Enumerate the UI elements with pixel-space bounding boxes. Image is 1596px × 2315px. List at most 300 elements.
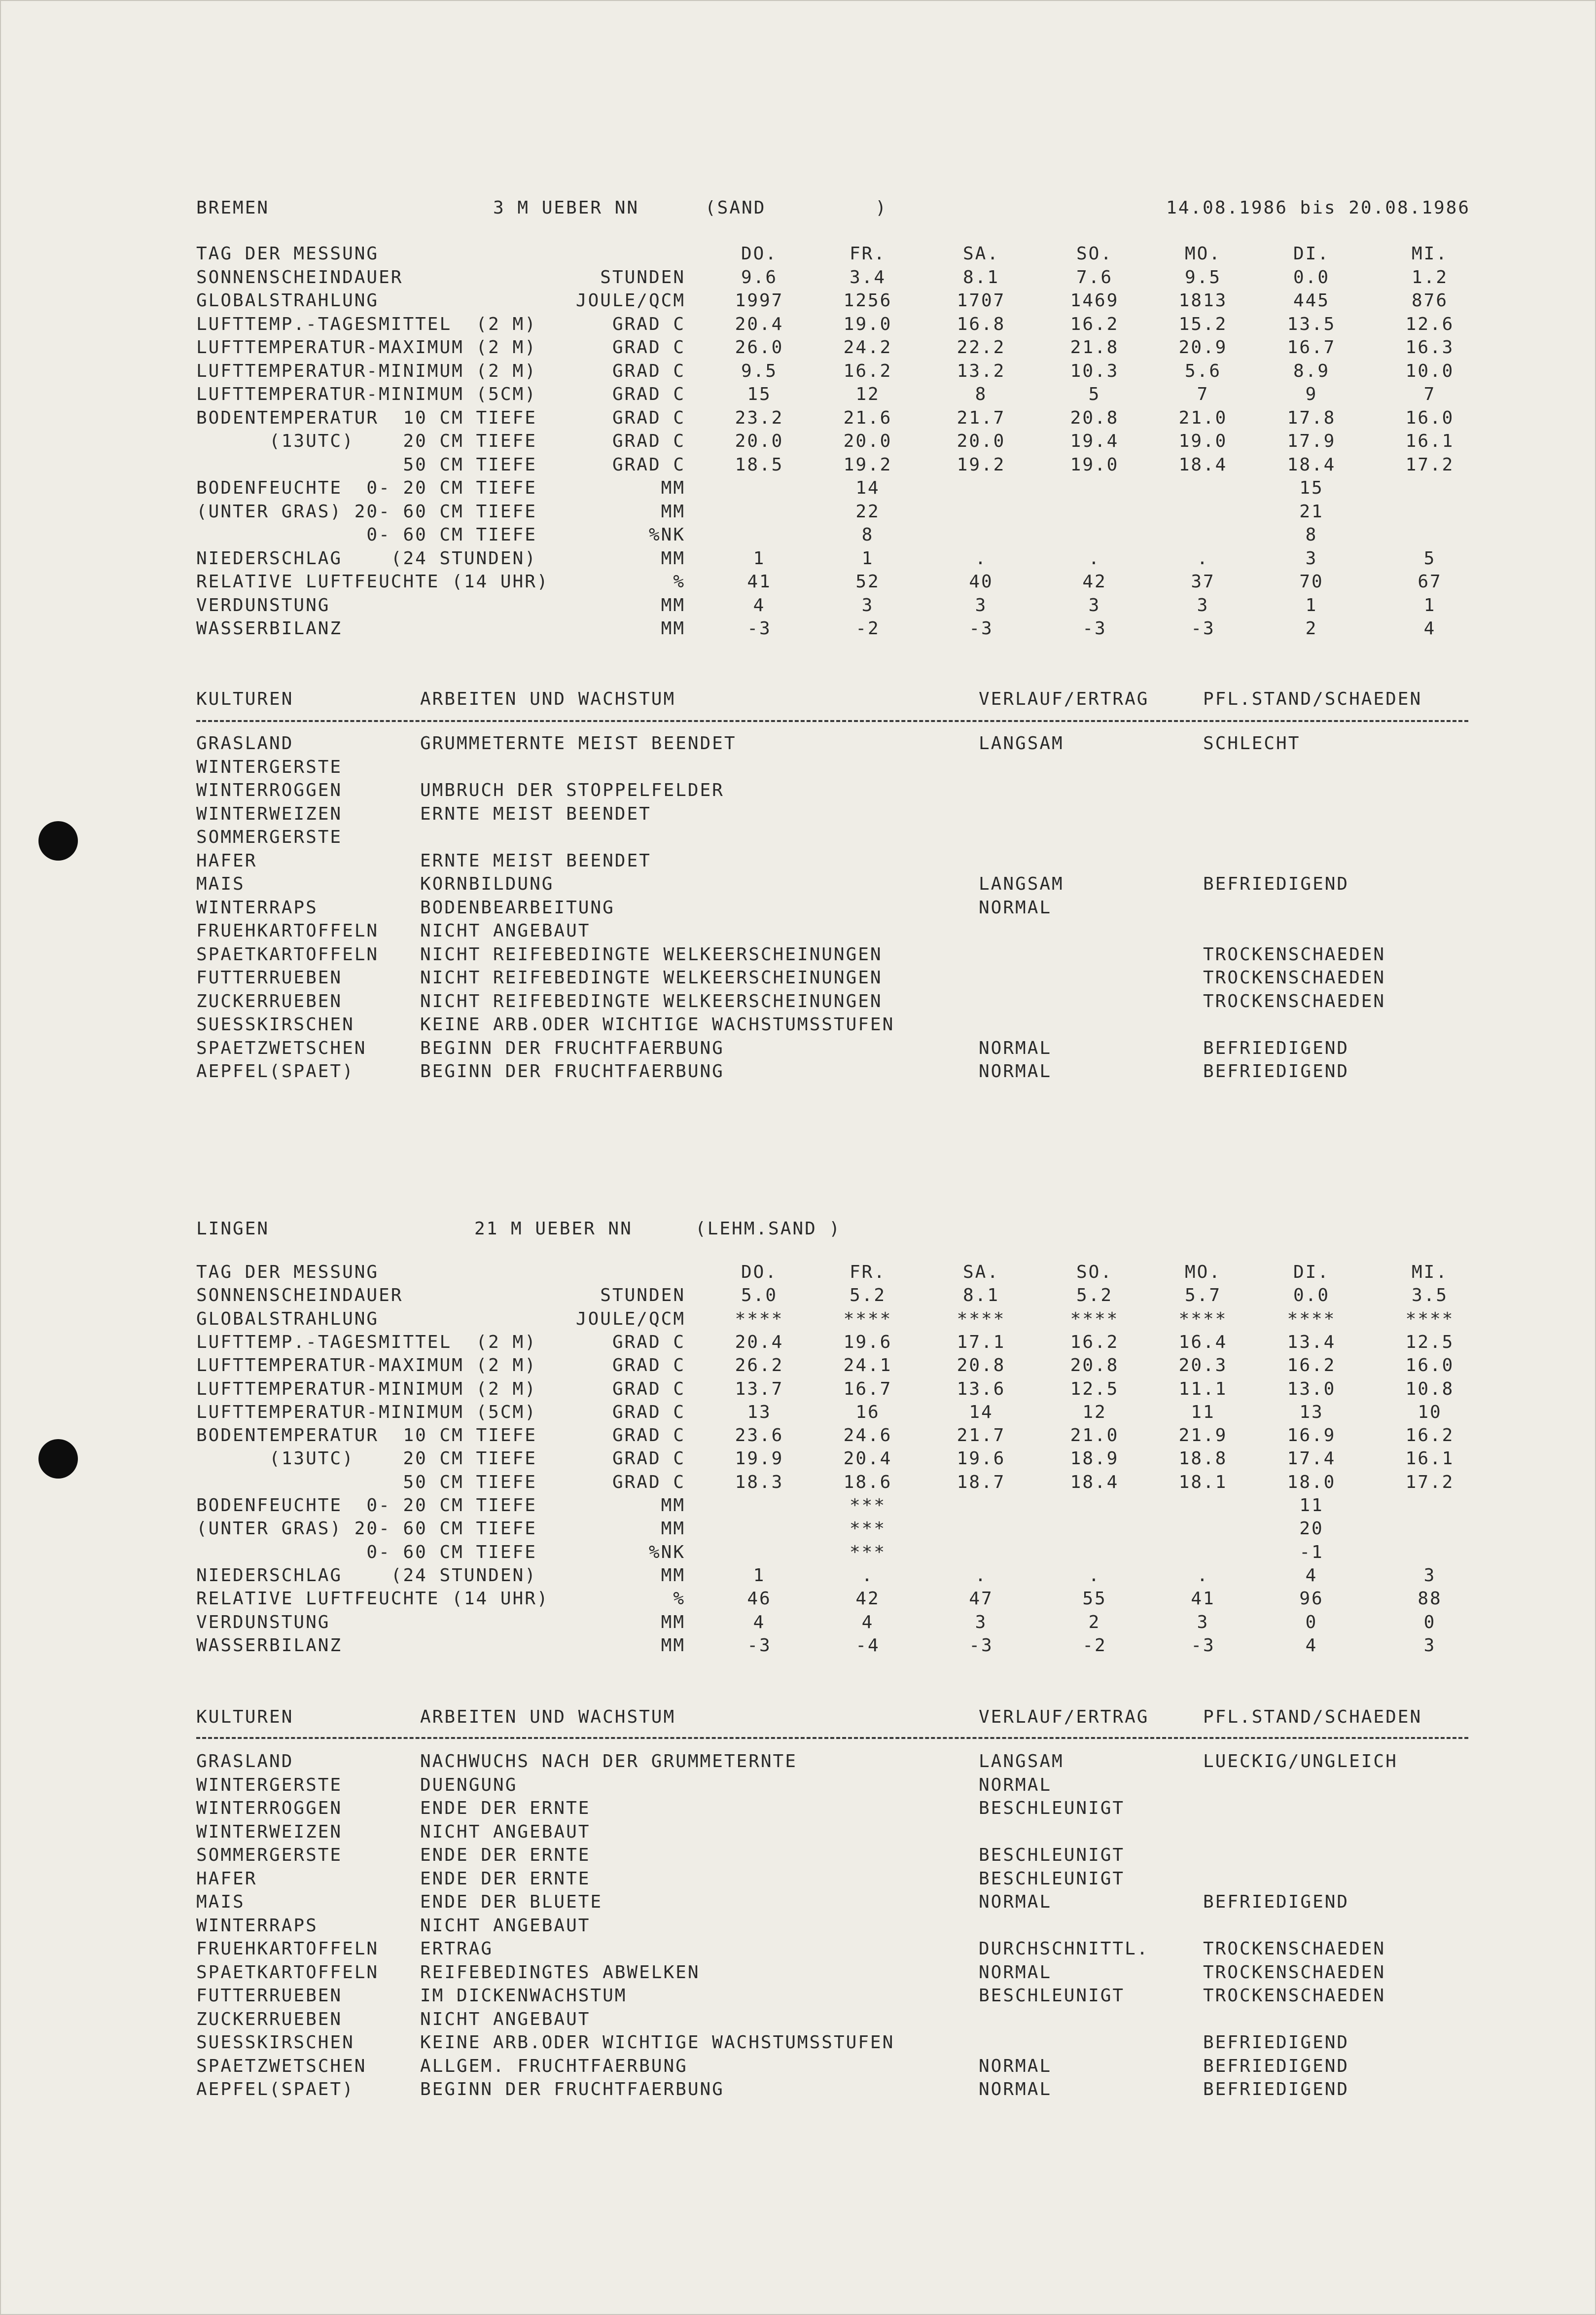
table-cell: 5.0 [741, 1285, 778, 1305]
crop-kultur: AEPFEL(SPAET) [196, 1061, 355, 1082]
crop-kultur: HAFER [196, 1869, 257, 1889]
table-cell: 1997 [735, 290, 784, 311]
day-header: DI. [1293, 1262, 1330, 1282]
row-label: LUFTTEMPERATUR-MINIMUM (5CM) [196, 384, 537, 404]
crop-arbeiten: ERNTE MEIST BEENDET [420, 851, 651, 871]
crops-header-verlauf: VERLAUF/ERTRAG [979, 689, 1149, 709]
row-label: WASSERBILANZ [196, 1635, 343, 1656]
row-unit: STUNDEN [600, 267, 685, 288]
row-unit: JOULE/QCM [575, 1309, 685, 1329]
crop-stand: TROCKENSCHAEDEN [1203, 1962, 1386, 1983]
row-label: VERDUNSTUNG [196, 1612, 330, 1632]
table-cell: -3 [747, 1635, 772, 1656]
table-cell: 4 [1305, 1565, 1318, 1586]
table-cell: 8.1 [962, 1285, 1000, 1305]
table-cell: 21.8 [1070, 337, 1119, 358]
row-label: RELATIVE LUFTFEUCHTE (14 UHR) [196, 572, 549, 592]
row-unit: MM [661, 478, 685, 498]
row-unit: GRAD C [612, 1379, 685, 1399]
table-cell: *** [849, 1495, 887, 1516]
row-label: NIEDERSCHLAG (24 STUNDEN) [196, 1565, 537, 1586]
table-cell: 16.2 [1287, 1355, 1336, 1375]
row-unit: MM [661, 1519, 685, 1539]
crops-header-stand: PFL.STAND/SCHAEDEN [1203, 1707, 1422, 1727]
table-cell: 18.9 [1070, 1448, 1119, 1469]
crop-stand: BEFRIEDIGEND [1203, 1892, 1349, 1912]
table-cell: 10.3 [1070, 361, 1119, 381]
crop-stand: TROCKENSCHAEDEN [1203, 991, 1386, 1012]
table-cell: 20.8 [1070, 1355, 1119, 1375]
table-cell: 96 [1299, 1589, 1324, 1609]
day-header: MO. [1184, 1262, 1222, 1282]
row-label: 50 CM TIEFE [196, 1472, 537, 1492]
table-cell: 4 [753, 1612, 766, 1632]
table-cell: **** [843, 1309, 892, 1329]
crop-kultur: ZUCKERRUEBEN [196, 991, 343, 1012]
row-label: 0- 60 CM TIEFE [196, 1542, 537, 1562]
table-cell: **** [957, 1309, 1006, 1329]
table-cell: **** [1287, 1309, 1336, 1329]
row-unit: JOULE/QCM [575, 290, 685, 311]
table-cell: 13.7 [735, 1379, 784, 1399]
crop-stand: BEFRIEDIGEND [1203, 1061, 1349, 1082]
table-cell: 18.4 [1070, 1472, 1119, 1492]
row-label: LUFTTEMP.-TAGESMITTEL (2 M) [196, 314, 537, 334]
row-unit: % [673, 572, 685, 592]
row-label: TAG DER MESSUNG [196, 1262, 379, 1282]
row-unit: %NK [648, 1542, 685, 1562]
table-cell: 52 [855, 572, 880, 592]
table-cell: 4 [861, 1612, 874, 1632]
crop-kultur: FUTTERRUEBEN [196, 968, 343, 988]
table-cell: 16.1 [1405, 1448, 1454, 1469]
table-cell: 19.2 [843, 455, 892, 475]
punch-hole [38, 821, 78, 861]
table-cell: 7.6 [1076, 267, 1113, 288]
row-unit: GRAD C [612, 1332, 685, 1352]
row-label: SONNENSCHEINDAUER [196, 1285, 403, 1305]
table-cell: 5.7 [1184, 1285, 1222, 1305]
table-cell: 3.4 [849, 267, 887, 288]
crop-verlauf: LANGSAM [979, 733, 1064, 754]
crop-kultur: SUESSKIRSCHEN [196, 1014, 355, 1035]
row-unit: GRAD C [612, 361, 685, 381]
table-cell: 19.2 [957, 455, 1006, 475]
crop-kultur: WINTERRAPS [196, 1916, 318, 1936]
table-cell: 18.4 [1287, 455, 1336, 475]
table-cell: 8 [1305, 525, 1318, 545]
table-cell: 10 [1418, 1402, 1442, 1422]
table-cell: 16.3 [1405, 337, 1454, 358]
table-cell: 9 [1305, 384, 1318, 404]
table-cell: 20.9 [1178, 337, 1228, 358]
table-cell: 21.0 [1178, 408, 1228, 428]
crop-verlauf: DURCHSCHNITTL. [979, 1939, 1149, 1959]
table-cell: 8 [975, 384, 988, 404]
table-cell: 3 [975, 1612, 988, 1632]
table-cell: -3 [747, 618, 772, 639]
table-cell: 1 [1305, 595, 1318, 615]
crop-arbeiten: NICHT ANGEBAUT [420, 921, 591, 941]
crop-kultur: FRUEHKARTOFFELN [196, 921, 379, 941]
crop-arbeiten: ALLGEM. FRUCHTFAERBUNG [420, 2056, 688, 2076]
table-cell: 12.5 [1405, 1332, 1454, 1352]
station-name: BREMEN [196, 198, 270, 218]
crop-verlauf: LANGSAM [979, 874, 1064, 894]
row-unit: GRAD C [612, 1402, 685, 1422]
table-cell: 5.2 [1076, 1285, 1113, 1305]
table-cell: 21.0 [1070, 1425, 1119, 1446]
table-cell: 4 [753, 595, 766, 615]
crop-verlauf: NORMAL [979, 2079, 1052, 2099]
table-cell: 7 [1197, 384, 1209, 404]
crops-header-kultur: KULTUREN [196, 689, 294, 709]
crop-stand: BEFRIEDIGEND [1203, 874, 1349, 894]
table-cell: 26.0 [735, 337, 784, 358]
table-cell: 16.7 [1287, 337, 1336, 358]
table-cell: 13.4 [1287, 1332, 1336, 1352]
table-cell: 876 [1411, 290, 1449, 311]
table-cell: 17.8 [1287, 408, 1336, 428]
crop-stand: TROCKENSCHAEDEN [1203, 944, 1386, 965]
crop-verlauf: BESCHLEUNIGT [979, 1798, 1125, 1818]
table-cell: 3 [1305, 548, 1318, 569]
table-cell: 20.4 [735, 1332, 784, 1352]
crop-kultur: SPAETKARTOFFELN [196, 1962, 379, 1983]
table-cell: 8.9 [1293, 361, 1330, 381]
row-label: 50 CM TIEFE [196, 455, 537, 475]
row-label: WASSERBILANZ [196, 618, 343, 639]
station-soil: (SAND ) [705, 198, 888, 218]
table-cell: 18.8 [1178, 1448, 1228, 1469]
table-cell: 21.7 [957, 408, 1006, 428]
crops-header-kultur: KULTUREN [196, 1707, 294, 1727]
table-cell: -3 [969, 1635, 993, 1656]
table-cell: 1.2 [1411, 267, 1449, 288]
crop-arbeiten: ERTRAG [420, 1939, 494, 1959]
table-cell: 15 [747, 384, 772, 404]
row-unit: MM [661, 1612, 685, 1632]
row-unit: GRAD C [612, 1472, 685, 1492]
crop-stand: TROCKENSCHAEDEN [1203, 1939, 1386, 1959]
table-cell: 16.8 [957, 314, 1006, 334]
table-cell: 17.2 [1405, 1472, 1454, 1492]
crop-kultur: WINTERWEIZEN [196, 1822, 343, 1842]
table-cell: 20.8 [1070, 408, 1119, 428]
day-header: SA. [962, 244, 1000, 264]
table-cell: 20.0 [957, 431, 1006, 451]
crop-arbeiten: KEINE ARB.ODER WICHTIGE WACHSTUMSSTUFEN [420, 1014, 895, 1035]
table-cell: 5.6 [1184, 361, 1222, 381]
crop-arbeiten: KORNBILDUNG [420, 874, 554, 894]
table-cell: 1707 [957, 290, 1006, 311]
table-cell: 12.5 [1070, 1379, 1119, 1399]
table-cell: *** [849, 1519, 887, 1539]
row-unit: GRAD C [612, 384, 685, 404]
table-cell: 3 [1423, 1635, 1436, 1656]
row-label: LUFTTEMPERATUR-MINIMUM (5CM) [196, 1402, 537, 1422]
row-unit: GRAD C [612, 337, 685, 358]
crops-header-stand: PFL.STAND/SCHAEDEN [1203, 689, 1422, 709]
table-cell: 22.2 [957, 337, 1006, 358]
table-cell: 42 [855, 1589, 880, 1609]
table-cell: 1469 [1070, 290, 1119, 311]
crop-kultur: WINTERRAPS [196, 898, 318, 918]
table-cell: 3 [1197, 595, 1209, 615]
table-cell: . [975, 1565, 988, 1586]
table-cell: **** [1178, 1309, 1228, 1329]
row-label: BODENTEMPERATUR 10 CM TIEFE [196, 1425, 537, 1446]
table-cell: 3 [1423, 1565, 1436, 1586]
table-cell: 21 [1299, 502, 1324, 522]
row-label: GLOBALSTRAHLUNG [196, 290, 379, 311]
table-cell: 16.7 [843, 1379, 892, 1399]
table-cell: 19.0 [1178, 431, 1228, 451]
row-unit: %NK [648, 525, 685, 545]
table-cell: 20.4 [735, 314, 784, 334]
table-cell: 16.2 [1405, 1425, 1454, 1446]
table-cell: 14 [855, 478, 880, 498]
row-label: (UNTER GRAS) 20- 60 CM TIEFE [196, 1519, 537, 1539]
crop-kultur: MAIS [196, 874, 245, 894]
row-unit: STUNDEN [600, 1285, 685, 1305]
table-cell: *** [849, 1542, 887, 1562]
table-cell: 12.6 [1405, 314, 1454, 334]
station-name: LINGEN [196, 1219, 270, 1239]
table-cell: 9.5 [1184, 267, 1222, 288]
table-cell: 22 [855, 502, 880, 522]
crop-verlauf: NORMAL [979, 1061, 1052, 1082]
table-cell: 7 [1423, 384, 1436, 404]
crop-kultur: WINTERGERSTE [196, 1775, 343, 1795]
table-cell: 21.6 [843, 408, 892, 428]
table-cell: 40 [969, 572, 993, 592]
table-cell: 17.9 [1287, 431, 1336, 451]
table-cell: 11.1 [1178, 1379, 1228, 1399]
crop-arbeiten: ENDE DER ERNTE [420, 1845, 591, 1865]
table-cell: 19.9 [735, 1448, 784, 1469]
table-cell: 14 [969, 1402, 993, 1422]
table-cell: 70 [1299, 572, 1324, 592]
table-cell: 5 [1423, 548, 1436, 569]
report-period: 14.08.1986 bis 20.08.1986 [1166, 198, 1470, 218]
table-cell: 41 [747, 572, 772, 592]
crop-verlauf: BESCHLEUNIGT [979, 1986, 1125, 2006]
table-cell: **** [1070, 1309, 1119, 1329]
crop-arbeiten: BEGINN DER FRUCHTFAERBUNG [420, 2079, 724, 2099]
crops-header-arbeiten: ARBEITEN UND WACHSTUM [420, 689, 676, 709]
table-cell: 1256 [843, 290, 892, 311]
crop-verlauf: NORMAL [979, 1775, 1052, 1795]
row-label: LUFTTEMPERATUR-MINIMUM (2 M) [196, 361, 537, 381]
table-cell: 16.2 [1070, 314, 1119, 334]
crop-kultur: AEPFEL(SPAET) [196, 2079, 355, 2099]
table-cell: 15.2 [1178, 314, 1228, 334]
crop-arbeiten: IM DICKENWACHSTUM [420, 1986, 627, 2006]
crop-stand: TROCKENSCHAEDEN [1203, 968, 1386, 988]
row-label: TAG DER MESSUNG [196, 244, 379, 264]
row-unit: MM [661, 502, 685, 522]
row-label: VERDUNSTUNG [196, 595, 330, 615]
table-cell: 41 [1191, 1589, 1215, 1609]
row-unit: MM [661, 1635, 685, 1656]
table-cell: 11 [1299, 1495, 1324, 1516]
table-cell: 5 [1088, 384, 1101, 404]
row-label: BODENFEUCHTE 0- 20 CM TIEFE [196, 478, 537, 498]
table-cell: 21.9 [1178, 1425, 1228, 1446]
dashed-divider [196, 1737, 1468, 1739]
crop-kultur: FUTTERRUEBEN [196, 1986, 343, 2006]
row-label: GLOBALSTRAHLUNG [196, 1309, 379, 1329]
table-cell: . [1088, 548, 1101, 569]
crop-arbeiten: NICHT REIFEBEDINGTE WELKEERSCHEINUNGEN [420, 968, 883, 988]
table-cell: 19.0 [1070, 455, 1119, 475]
crop-kultur: MAIS [196, 1892, 245, 1912]
day-header: MO. [1184, 244, 1222, 264]
crop-kultur: FRUEHKARTOFFELN [196, 1939, 379, 1959]
table-cell: 13.6 [957, 1379, 1006, 1399]
table-cell: . [1088, 1565, 1101, 1586]
crop-stand: TROCKENSCHAEDEN [1203, 1986, 1386, 2006]
row-label: (UNTER GRAS) 20- 60 CM TIEFE [196, 502, 537, 522]
crop-arbeiten: NICHT ANGEBAUT [420, 1822, 591, 1842]
table-cell: 12 [855, 384, 880, 404]
row-unit: GRAD C [612, 1355, 685, 1375]
table-cell: 16 [855, 1402, 880, 1422]
table-cell: 20.0 [843, 431, 892, 451]
table-cell: 20.8 [957, 1355, 1006, 1375]
crop-arbeiten: ENDE DER ERNTE [420, 1869, 591, 1889]
day-header: SO. [1076, 1262, 1113, 1282]
table-cell: 1 [1423, 595, 1436, 615]
day-header: MI. [1411, 244, 1449, 264]
row-unit: MM [661, 548, 685, 569]
table-cell: 10.0 [1405, 361, 1454, 381]
table-cell: 4 [1305, 1635, 1318, 1656]
row-unit: GRAD C [612, 314, 685, 334]
table-cell: 13.5 [1287, 314, 1336, 334]
day-header: DO. [741, 244, 778, 264]
table-cell: 13 [1299, 1402, 1324, 1422]
table-cell: 55 [1082, 1589, 1107, 1609]
crop-arbeiten: BEGINN DER FRUCHTFAERBUNG [420, 1061, 724, 1082]
crop-verlauf: BESCHLEUNIGT [979, 1845, 1125, 1865]
table-cell: -1 [1299, 1542, 1324, 1562]
crop-arbeiten: NICHT REIFEBEDINGTE WELKEERSCHEINUNGEN [420, 991, 883, 1012]
crop-stand: BEFRIEDIGEND [1203, 1038, 1349, 1058]
crop-kultur: ZUCKERRUEBEN [196, 2009, 343, 2029]
table-cell: 20.0 [735, 431, 784, 451]
crop-arbeiten: NICHT ANGEBAUT [420, 1916, 591, 1936]
table-cell: 42 [1082, 572, 1107, 592]
crop-kultur: WINTERGERSTE [196, 757, 343, 777]
crop-kultur: HAFER [196, 851, 257, 871]
crop-stand: BEFRIEDIGEND [1203, 2032, 1349, 2053]
crop-stand: BEFRIEDIGEND [1203, 2079, 1349, 2099]
table-cell: 18.6 [843, 1472, 892, 1492]
table-cell: 18.7 [957, 1472, 1006, 1492]
row-label: BODENTEMPERATUR 10 CM TIEFE [196, 408, 537, 428]
day-header: FR. [849, 244, 887, 264]
table-cell: 20 [1299, 1519, 1324, 1539]
table-cell: 3 [1088, 595, 1101, 615]
row-label: RELATIVE LUFTFEUCHTE (14 UHR) [196, 1589, 549, 1609]
table-cell: 18.5 [735, 455, 784, 475]
table-cell: -3 [969, 618, 993, 639]
table-cell: -3 [1082, 618, 1107, 639]
table-cell: 1 [753, 1565, 766, 1586]
crops-header-verlauf: VERLAUF/ERTRAG [979, 1707, 1149, 1727]
table-cell: . [1197, 1565, 1209, 1586]
table-cell: 20.4 [843, 1448, 892, 1469]
table-cell: 23.6 [735, 1425, 784, 1446]
crop-verlauf: NORMAL [979, 1962, 1052, 1983]
row-label: NIEDERSCHLAG (24 STUNDEN) [196, 548, 537, 569]
table-cell: 0 [1423, 1612, 1436, 1632]
table-cell: 3 [861, 595, 874, 615]
crop-kultur: SUESSKIRSCHEN [196, 2032, 355, 2053]
row-unit: GRAD C [612, 1448, 685, 1469]
crop-kultur: SOMMERGERSTE [196, 1845, 343, 1865]
table-cell: 19.0 [843, 314, 892, 334]
crop-arbeiten: GRUMMETERNTE MEIST BEENDET [420, 733, 737, 754]
day-header: SO. [1076, 244, 1113, 264]
row-unit: MM [661, 618, 685, 639]
table-cell: 88 [1418, 1589, 1442, 1609]
crop-arbeiten: REIFEBEDINGTES ABWELKEN [420, 1962, 700, 1983]
table-cell: 16.2 [843, 361, 892, 381]
table-cell: 8 [861, 525, 874, 545]
day-header: MI. [1411, 1262, 1449, 1282]
table-cell: 3 [975, 595, 988, 615]
row-unit: GRAD C [612, 431, 685, 451]
table-cell: 3 [1197, 1612, 1209, 1632]
dashed-divider [196, 720, 1468, 722]
table-cell: -2 [855, 618, 880, 639]
row-label: 0- 60 CM TIEFE [196, 525, 537, 545]
table-cell: 4 [1423, 618, 1436, 639]
table-cell: 0 [1305, 1612, 1318, 1632]
table-cell: 0.0 [1293, 267, 1330, 288]
table-cell: 3.5 [1411, 1285, 1449, 1305]
table-cell: 2 [1305, 618, 1318, 639]
day-header: SA. [962, 1262, 1000, 1282]
crop-kultur: SPAETZWETSCHEN [196, 1038, 367, 1058]
crop-kultur: SOMMERGERSTE [196, 827, 343, 847]
table-cell: 10.8 [1405, 1379, 1454, 1399]
crop-verlauf: NORMAL [979, 1038, 1052, 1058]
crop-arbeiten: NACHWUCHS NACH DER GRUMMETERNTE [420, 1751, 797, 1772]
table-cell: 1 [861, 548, 874, 569]
table-cell: 11 [1191, 1402, 1215, 1422]
table-cell: 67 [1418, 572, 1442, 592]
table-cell: 18.4 [1178, 455, 1228, 475]
table-cell: 24.1 [843, 1355, 892, 1375]
row-label: LUFTTEMPERATUR-MINIMUM (2 M) [196, 1379, 537, 1399]
table-cell: 13 [747, 1402, 772, 1422]
table-cell: **** [1405, 1309, 1454, 1329]
table-cell: 21.7 [957, 1425, 1006, 1446]
row-label: (13UTC) 20 CM TIEFE [196, 1448, 537, 1469]
row-unit: MM [661, 1495, 685, 1516]
crop-arbeiten: ENDE DER ERNTE [420, 1798, 591, 1818]
row-unit: % [673, 1589, 685, 1609]
crop-arbeiten: BODENBEARBEITUNG [420, 898, 615, 918]
table-cell: 8.1 [962, 267, 1000, 288]
crop-arbeiten: ERNTE MEIST BEENDET [420, 804, 651, 824]
crop-arbeiten: BEGINN DER FRUCHTFAERBUNG [420, 1038, 724, 1058]
row-label: (13UTC) 20 CM TIEFE [196, 431, 537, 451]
